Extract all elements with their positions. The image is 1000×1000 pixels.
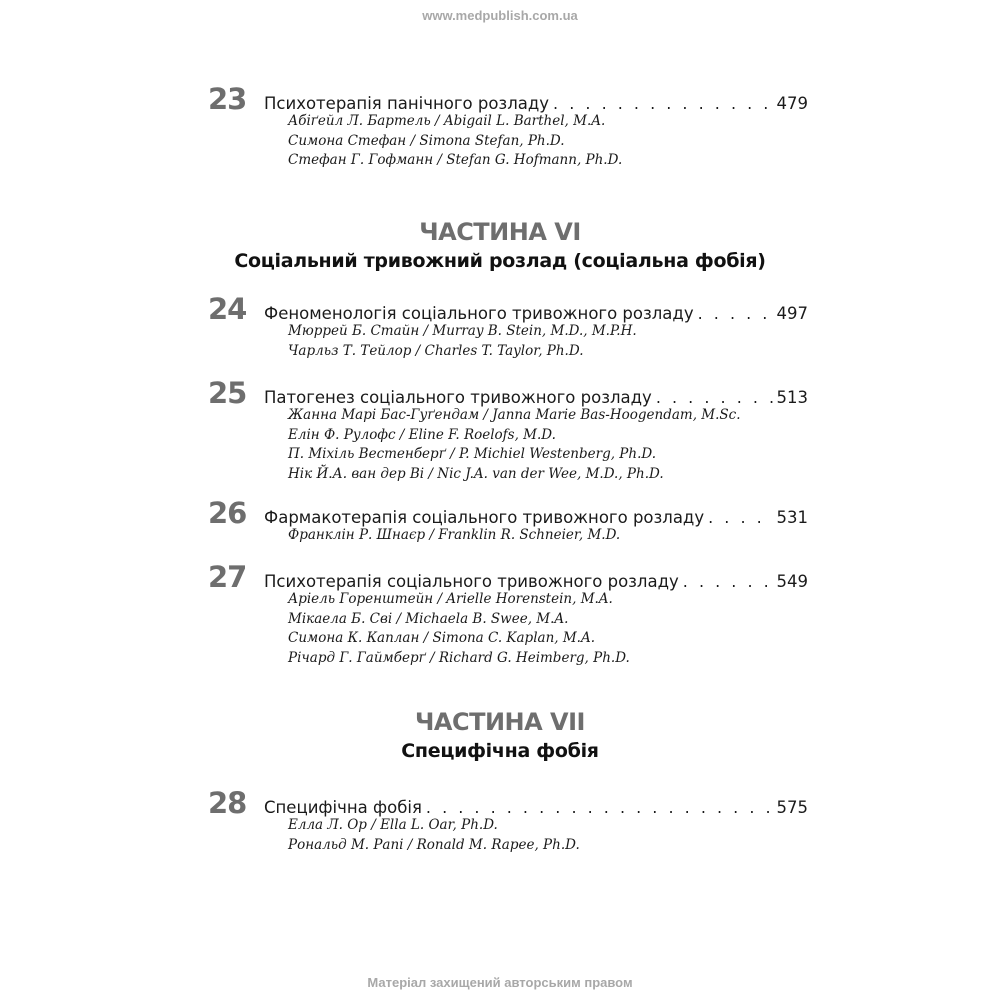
author-list (288, 816, 808, 855)
chapter-title: Патогенез соціального тривожного розладу (264, 388, 652, 407)
chapter-page: 497 (776, 304, 808, 323)
author: Мікаела Б. Сві / Michaela B. Swee, M.A. (288, 610, 569, 627)
toc-chapter-24 (208, 292, 808, 361)
author: Стефан Г. Гофманн / Stefan G. Hofmann, Ph.D. (288, 152, 623, 168)
chapter-number: 24 (208, 292, 247, 326)
part-heading-vi (0, 218, 1000, 272)
chapter-title: Специфічна фобія (264, 798, 422, 817)
chapter-heading-row (208, 560, 808, 594)
part-title: Соціальний тривожний розлад (соціальна фобія) (234, 250, 766, 272)
author: П. Міхіль Вестенберґ / P. Michiel Westenberg, Ph.D. (288, 446, 657, 462)
chapter-heading-row (208, 292, 808, 326)
chapter-heading-row (208, 496, 808, 530)
chapter-title: Феноменологія соціального тривожного розладу (264, 304, 694, 323)
chapter-number: 25 (208, 376, 247, 410)
chapter-page: 479 (776, 94, 808, 113)
toc-chapter-27 (208, 560, 808, 668)
author: Симона Стефан / Simona Stefan, Ph.D. (288, 132, 565, 149)
chapter-number: 27 (208, 560, 247, 594)
author: Абіґейл Л. Бартель / Abigail L. Barthel, M.A. (288, 113, 606, 129)
chapter-heading-row (208, 786, 808, 820)
author: Чарльз Т. Тейлор / Charles T. Taylor, Ph.D. (288, 342, 584, 359)
part-label: ЧАСТИНА VII (415, 708, 585, 736)
chapter-page: 549 (776, 572, 808, 591)
toc-chapter-26 (208, 496, 808, 546)
dot-leader (553, 94, 772, 113)
dot-leader (708, 508, 772, 527)
author-list (288, 406, 808, 484)
author: Аріель Горенштейн / Arielle Horenstein, M.A. (288, 591, 613, 607)
chapter-number: 26 (208, 496, 247, 530)
author-list (288, 526, 808, 546)
chapter-title: Психотерапія панічного розладу (264, 94, 550, 113)
author-list (288, 112, 808, 171)
author-list (288, 322, 808, 361)
author: Річард Г. Гаймберґ / Richard G. Heimberg, Ph.D. (288, 649, 630, 666)
chapter-page: 513 (776, 388, 808, 407)
author: Симона К. Каплан / Simona C. Kaplan, M.A. (288, 630, 595, 646)
author: Рональд М. Рапі / Ronald M. Rapee, Ph.D. (288, 836, 580, 853)
author-list (288, 590, 808, 668)
toc-chapter-23 (208, 82, 808, 171)
chapter-heading-row (208, 82, 808, 116)
chapter-heading-row (208, 376, 808, 410)
toc-chapter-25 (208, 376, 808, 484)
author: Нік Й.А. ван дер Ві / Nic J.A. van der Wee, M.D., Ph.D. (288, 465, 664, 482)
author: Франклін Р. Шнаєр / Franklin R. Schneier, M.D. (288, 527, 621, 543)
part-title: Специфічна фобія (401, 740, 599, 762)
chapter-number: 28 (208, 786, 247, 820)
chapter-number: 23 (208, 82, 247, 116)
site-url: www.medpublish.com.ua (422, 8, 578, 23)
author: Елла Л. Ор / Ella L. Oar, Ph.D. (288, 817, 498, 833)
part-heading-vii (0, 708, 1000, 762)
chapter-page: 575 (776, 798, 808, 817)
chapter-title: Фармакотерапія соціального тривожного розладу (264, 508, 705, 527)
author: Жанна Марі Бас-Гуґендам / Janna Marie Bas-Hoogendam, M.Sc. (288, 407, 741, 423)
author: Мюррей Б. Стайн / Murray B. Stein, M.D., M.P.H. (288, 323, 637, 339)
toc-chapter-28 (208, 786, 808, 855)
chapter-page: 531 (776, 508, 808, 527)
dot-leader (683, 572, 773, 591)
dot-leader (426, 798, 773, 817)
author: Елін Ф. Рулофс / Eline F. Roelofs, M.D. (288, 426, 556, 443)
chapter-title: Психотерапія соціального тривожного розладу (264, 572, 679, 591)
dot-leader (698, 304, 773, 323)
dot-leader (656, 388, 773, 407)
part-label: ЧАСТИНА VI (419, 218, 581, 246)
copyright-note: Матеріал захищений авторським правом (367, 975, 633, 990)
